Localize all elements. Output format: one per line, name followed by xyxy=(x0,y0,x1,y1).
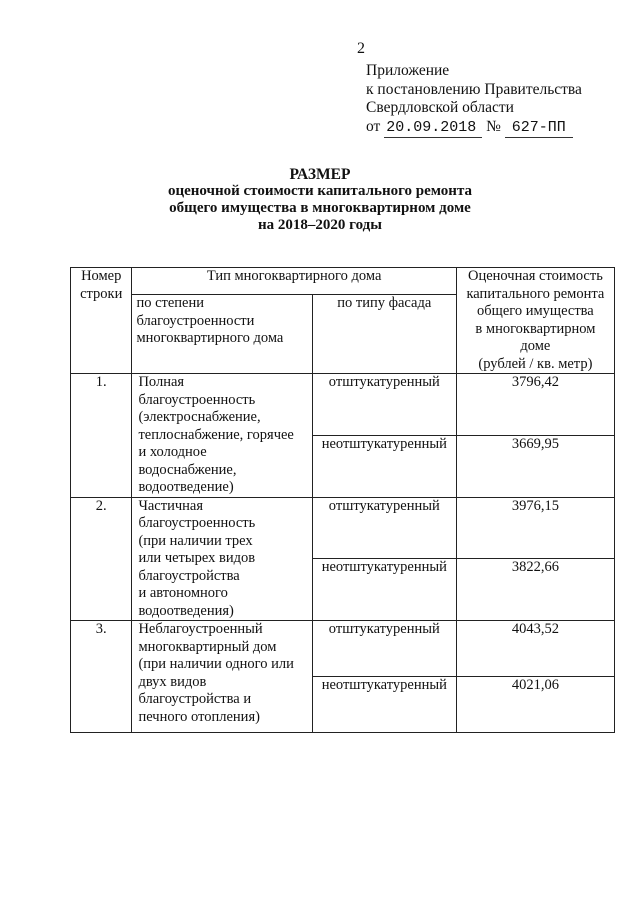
cell-line: благоустройства и xyxy=(138,691,252,707)
cell-line: (при наличии трех xyxy=(138,532,253,549)
page-number: 2 xyxy=(357,40,365,57)
row-number: 2. xyxy=(71,497,132,621)
facade-cell: отштукатуренный xyxy=(312,497,456,559)
cell-line: Частичная xyxy=(138,497,203,514)
cost-cell: 3796,42 xyxy=(456,374,614,436)
cell-line: печного отопления) xyxy=(138,708,260,725)
cell-line: водоотведение) xyxy=(138,479,234,495)
resolution-number: 627-ПП xyxy=(505,119,573,139)
header-text: капитального ремонта xyxy=(466,285,605,302)
cost-cell: 3976,15 xyxy=(456,497,614,559)
cell-line: или четырех видов xyxy=(138,550,256,566)
cost-cell: 3822,66 xyxy=(456,559,614,621)
header-text: в многоквартирном xyxy=(475,320,596,337)
cell-line: Неблагоустроенный xyxy=(138,621,263,637)
header-text: общего имущества xyxy=(477,303,594,319)
table-row xyxy=(71,497,615,559)
improvement-cell xyxy=(132,374,312,498)
appendix-block xyxy=(366,62,582,138)
cell-line: и холодное xyxy=(138,444,207,460)
cell-line: и автономного xyxy=(138,585,228,601)
header-text: благоустроенности xyxy=(136,312,255,329)
cell-line: (при наличии одного или xyxy=(138,656,294,672)
header-facade: по типу фасада xyxy=(312,295,456,374)
header-text: доме xyxy=(520,338,551,354)
cost-cell: 4021,06 xyxy=(456,677,614,733)
cost-cell: 4043,52 xyxy=(456,621,614,677)
improvement-cell xyxy=(132,497,312,621)
row-number: 1. xyxy=(71,374,132,498)
appendix-title: Приложение xyxy=(366,62,450,79)
cost-cell: 3669,95 xyxy=(456,435,614,497)
title-main: РАЗМЕР xyxy=(289,166,351,183)
header-text: Номер xyxy=(81,268,122,284)
title-line-2: оценочной стоимости капитального ремонта xyxy=(167,183,473,199)
number-sign: № xyxy=(486,117,501,135)
facade-cell: неотштукатуренный xyxy=(312,435,456,497)
cost-table xyxy=(70,267,615,733)
table-row xyxy=(71,374,615,436)
cell-line: благоустроенность xyxy=(138,515,256,531)
cell-line: двух видов xyxy=(138,673,207,690)
header-text: Оценочная стоимость xyxy=(467,268,603,284)
table-row xyxy=(71,621,615,677)
header-house-type: Тип многоквартирного дома xyxy=(132,268,456,295)
cell-line: многоквартирный дом xyxy=(138,638,277,655)
title-line-3: общего имущества в многоквартирном доме xyxy=(169,200,471,216)
header-row-number xyxy=(71,268,132,374)
improvement-cell xyxy=(132,621,312,733)
facade-cell: неотштукатуренный xyxy=(312,559,456,621)
cell-line: Полная xyxy=(138,374,185,390)
header-text: многоквартирного дома xyxy=(136,330,284,347)
row-number: 3. xyxy=(71,621,132,733)
from-label: от xyxy=(366,117,381,135)
header-row xyxy=(71,268,615,295)
appendix-resolution: к постановлению Правительства xyxy=(366,80,582,98)
title-line-4: на 2018–2020 годы xyxy=(258,217,382,233)
appendix-date-line xyxy=(366,118,582,139)
cell-line: водоотведения) xyxy=(138,602,234,619)
cell-line: (электроснабжение, xyxy=(138,409,261,425)
appendix-region: Свердловской области xyxy=(366,99,514,116)
facade-cell: отштукатуренный xyxy=(312,621,456,677)
header-improvement xyxy=(132,295,312,374)
cell-line: благоустройства xyxy=(138,567,240,584)
cell-line: благоустроенность xyxy=(138,391,256,408)
header-text: (рублей / кв. метр) xyxy=(478,355,593,372)
header-text: строки xyxy=(80,285,123,302)
document-title xyxy=(0,166,640,234)
cell-line: водоснабжение, xyxy=(138,461,237,478)
resolution-date: 20.09.2018 xyxy=(384,119,482,139)
facade-cell: отштукатуренный xyxy=(312,374,456,436)
header-cost xyxy=(456,268,614,374)
header-text: по степени xyxy=(136,295,204,312)
cell-line: теплоснабжение, горячее xyxy=(138,426,294,443)
facade-cell: неотштукатуренный xyxy=(312,677,456,733)
